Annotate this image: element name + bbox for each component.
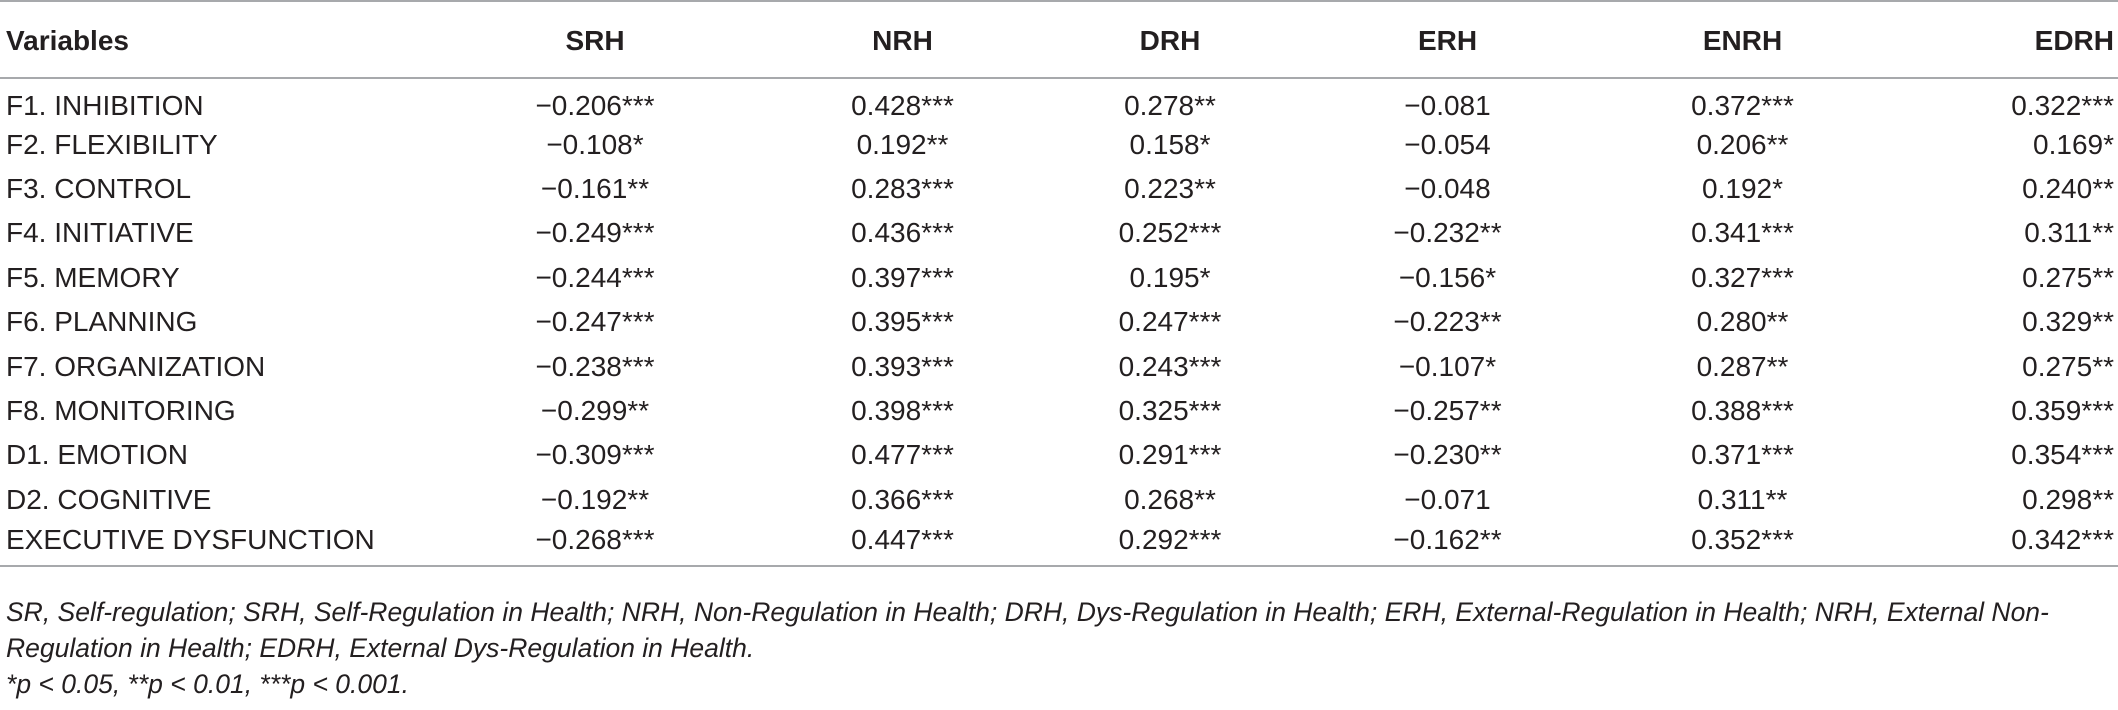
cell-enrh: 0.388***	[1691, 394, 1794, 426]
table-row	[0, 433, 2118, 477]
cell-srh: −0.268***	[480, 522, 710, 566]
cell-drh: 0.243***	[1118, 350, 1222, 382]
cell-srh: −0.108*	[546, 128, 644, 160]
row-label: F3. CONTROL	[6, 172, 192, 204]
cell-enrh: 0.280**	[1696, 306, 1789, 338]
cell-edrh: 0.342***	[1835, 522, 2118, 566]
cell-erh: −0.162**	[1245, 522, 1650, 566]
cell-srh: −0.192**	[540, 483, 650, 515]
cell-srh: −0.247***	[535, 306, 655, 338]
cell-drh: 0.252***	[1118, 217, 1222, 249]
cell-enrh: 0.327***	[1691, 261, 1794, 293]
significance-note: *p < 0.05, **p < 0.01, ***p < 0.001.	[6, 669, 409, 699]
cell-drh: 0.158*	[1129, 128, 1211, 160]
cell-edrh: 0.169*	[2033, 128, 2114, 160]
cell-drh: 0.292***	[1095, 522, 1245, 566]
cell-drh: 0.325***	[1118, 394, 1222, 426]
header-edrh: EDRH	[1835, 1, 2118, 78]
row-label: F4. INITIATIVE	[6, 217, 194, 249]
cell-nrh: 0.397***	[851, 261, 954, 293]
cell-erh: −0.156*	[1398, 261, 1497, 293]
cell-srh: −0.206***	[535, 89, 655, 121]
table-row	[0, 300, 2118, 344]
cell-drh: 0.195*	[1129, 261, 1211, 293]
row-label: D2. COGNITIVE	[6, 483, 212, 515]
cell-drh: 0.223**	[1124, 172, 1216, 204]
cell-erh: −0.081	[1404, 89, 1491, 121]
cell-nrh: 0.477***	[851, 439, 954, 471]
cell-nrh: 0.366***	[851, 483, 954, 515]
cell-nrh: 0.436***	[851, 217, 954, 249]
cell-enrh: 0.371***	[1691, 439, 1794, 471]
table-header-row	[0, 1, 2118, 78]
table-row	[0, 478, 2118, 522]
row-label: F2. FLEXIBILITY	[6, 128, 218, 160]
header-srh: SRH	[480, 1, 710, 78]
cell-srh: −0.299**	[540, 394, 650, 426]
table-row	[0, 167, 2118, 211]
table-row	[0, 122, 2118, 166]
cell-enrh: 0.311**	[1697, 483, 1788, 515]
cell-edrh: 0.275**	[2022, 261, 2114, 293]
cell-edrh: 0.311**	[2024, 217, 2114, 249]
row-label: EXECUTIVE DYSFUNCTION	[0, 522, 480, 566]
table-row	[0, 344, 2118, 388]
row-label: F5. MEMORY	[6, 261, 180, 293]
row-label: F1. INHIBITION	[6, 89, 204, 121]
cell-srh: −0.309***	[535, 439, 655, 471]
table-body	[0, 78, 2118, 566]
header-erh: ERH	[1245, 1, 1650, 78]
cell-enrh: 0.287**	[1696, 350, 1789, 382]
cell-nrh: 0.395***	[851, 306, 954, 338]
cell-nrh: 0.428***	[851, 89, 954, 121]
row-label: F7. ORGANIZATION	[6, 350, 266, 382]
cell-edrh: 0.359***	[2011, 394, 2114, 426]
cell-enrh: 0.206**	[1696, 128, 1789, 160]
cell-nrh: 0.398***	[851, 394, 954, 426]
cell-edrh: 0.322***	[2011, 89, 2114, 121]
cell-edrh: 0.298**	[2022, 483, 2114, 515]
cell-enrh: 0.352***	[1650, 522, 1835, 566]
cell-drh: 0.268**	[1124, 483, 1216, 515]
cell-drh: 0.247***	[1118, 306, 1222, 338]
cell-nrh: 0.192**	[856, 128, 949, 160]
cell-enrh: 0.372***	[1691, 89, 1794, 121]
cell-erh: −0.232**	[1393, 217, 1502, 249]
cell-erh: −0.054	[1404, 128, 1491, 160]
cell-edrh: 0.240**	[2022, 172, 2114, 204]
cell-erh: −0.257**	[1393, 394, 1502, 426]
cell-edrh: 0.275**	[2022, 350, 2114, 382]
header-nrh: NRH	[710, 1, 1095, 78]
cell-erh: −0.223**	[1393, 306, 1502, 338]
cell-nrh: 0.393***	[851, 350, 954, 382]
cell-drh: 0.278**	[1124, 89, 1216, 121]
table-row	[0, 211, 2118, 255]
cell-erh: −0.048	[1404, 172, 1491, 204]
cell-nrh: 0.447***	[710, 522, 1095, 566]
cell-erh: −0.071	[1404, 483, 1491, 515]
row-label: F8. MONITORING	[6, 394, 236, 426]
table-row	[0, 78, 2118, 122]
cell-nrh: 0.283***	[851, 172, 954, 204]
cell-srh: −0.238***	[535, 350, 655, 382]
header-drh: DRH	[1095, 1, 1245, 78]
cell-srh: −0.161**	[540, 172, 650, 204]
cell-erh: −0.107*	[1398, 350, 1497, 382]
cell-srh: −0.249***	[535, 217, 655, 249]
cell-edrh: 0.354***	[2011, 439, 2114, 471]
table-row	[0, 522, 2118, 566]
row-label: D1. EMOTION	[6, 439, 189, 471]
abbreviations-note: SR, Self-regulation; SRH, Self-Regulation in Health; NRH, Non-Regulation in Health; DRH, Dys-Regulation in Health; ERH, External-Regulation in Health; NRH, External Non-Regulation in Health; EDRH, External Dys-Regulation in Health.	[6, 597, 2049, 663]
header-variables: Variables	[0, 1, 480, 78]
cell-enrh: 0.341***	[1691, 217, 1794, 249]
cell-enrh: 0.192*	[1702, 172, 1783, 204]
row-label: F6. PLANNING	[6, 306, 198, 338]
header-enrh: ENRH	[1650, 1, 1835, 78]
cell-drh: 0.291***	[1118, 439, 1222, 471]
cell-edrh: 0.329**	[2022, 306, 2114, 338]
table-row	[0, 389, 2118, 433]
table-footnotes	[6, 594, 2106, 702]
table-row	[0, 256, 2118, 300]
cell-srh: −0.244***	[535, 261, 655, 293]
cell-erh: −0.230**	[1393, 439, 1502, 471]
